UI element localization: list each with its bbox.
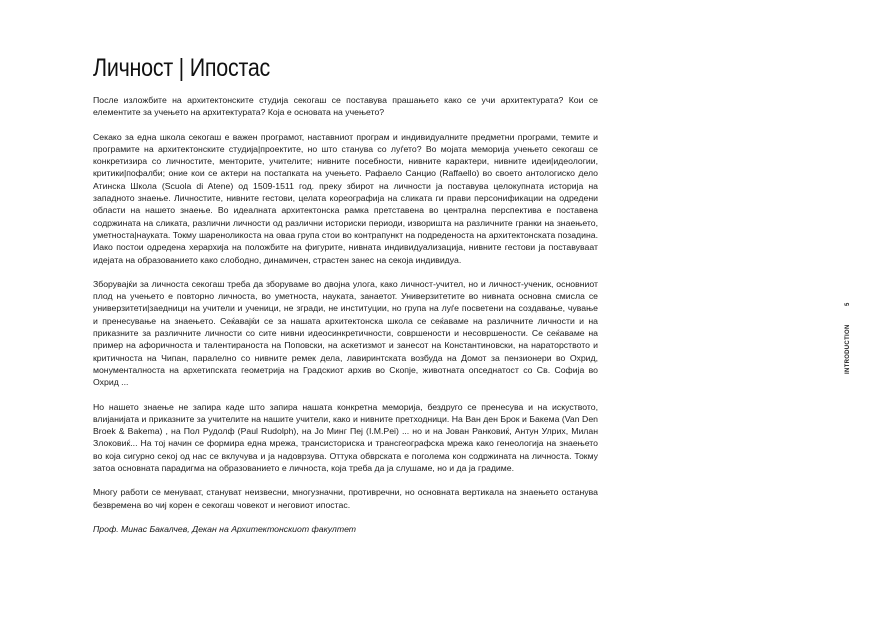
page-title: Личност | Ипостас xyxy=(93,54,271,82)
paragraph-4: Но нашето знаење не запира каде што запира нашата конкретна меморија, бездруго се пренесува и на искуството, влијанијата и приказните за учителите на нашите учители, како и нивните претходници. На Ван ден Брок и Бакема (Van Den Broek & Bakema) , на Пол Рудолф (Paul Rudolph), на Јо Минг Пеј (I.M.Pei) ... но и на Јован Ранковиќ, Антун Улрих, Милан Злоковиќ... На тој начин се формира една мрежа, трансисториска и трансгеографска мрежа како генеологија на знаењето во која сигурно секој од нас се вклучува и ја надоврзува. Оттука обврската е поголема кон содржината на личноста. Токму затоа основната парадигма на образованието е личноста, која треба да ја слушаме, но и да ја градиме. xyxy=(93,401,598,474)
body-text xyxy=(93,94,598,547)
signature: Проф. Минас Бакалчев, Декан на Архитектонскиот факултет xyxy=(93,523,357,534)
paragraph-3: Зборувајќи за личноста секогаш треба да зборуваме во двојна улога, како личност-учител, но и личност-ученик, основниот плод на учењето е повторно личноста, во уметноста, науката, занаетот. Универзитетите во нивната основна смисла се универзитети|заедници на учители и ученици, не згради, не институции, но група на луѓе посветени на создавање, чување и пренесување на знаењето. Сеќавајќи се за нашата архитектонска школа се сеќаваме на различните личности и на приказните за различните личности со сите нивни идеосинкретичности, совршености и несовршености. Се сеќаваме на пример на афоричноста и талентираноста на Поповски, на аскетизмот и занесот на Константиновски, на нараторството и критичноста на Чипан, паралелно со нивните ремек дела, лавиринтската возбуда на Домот за пензионери во Охрид, монументалноста на архетипската геометрија на Градскиот архив во Скопје, животната опседнатост со Св. Софија во Охрид ... xyxy=(93,278,598,388)
paragraph-2: Секако за една школа секогаш е важен програмот, наставниот програм и индивидуалните предметни програми, темите и програмите на архитектонските студија|проектите, но што станува со луѓето? Во мојата меморија учењето секогаш се конкретизира со личностите, менторите, учителите; нивните посебности, нивните карактери, нивните идеи|идеологии, критики|пофалби; оние кои се актери на постапката на учењето. Рафаело Санцио (Raffaello) во своето антологиско дело Атинска Школа (Scuola di Atene) од 1509-1511 год. преку збирот на личности ја поставува целокупната историја на западното знаење. Личностите, нивните гестови, целата кореографија на сликата ги прави персонификации на одредени области на нашето знаење. Во идеалната архитектонска рамка претставена во централна перспектива е поставена содржината на сликата, различни личности од различни историски периоди, извориштa на различните гранки на знаењето, уметноста|науката. Токму шареноликоста на оваа група стои во контрапункт на подреденоста на архитектонската позадина. Иако постои одредена херархија на положбите на фигурите, нивната индивидуализација, нивните гестови ја поставуваат идејата на образованието како слободно, динамичен, страстен занес на секоја индивидуа. xyxy=(93,131,598,265)
page-number: 5 xyxy=(845,302,851,306)
section-label: INTRODUCTION xyxy=(845,324,851,374)
paragraph-1: После изложбите на архитектонските студија секогаш се поставува прашањето како се учи архитектурата? Кои се елементите за учењето на архитектурата? Која е основата на учењето? xyxy=(93,95,598,118)
paragraph-5: Многу работи се менуваат, стануват неизвесни, многузначни, противречни, но основната вертикала на знаењето останува безвремена во чиј корен е секогаш човекот и неговиот ипостас. xyxy=(93,487,598,510)
